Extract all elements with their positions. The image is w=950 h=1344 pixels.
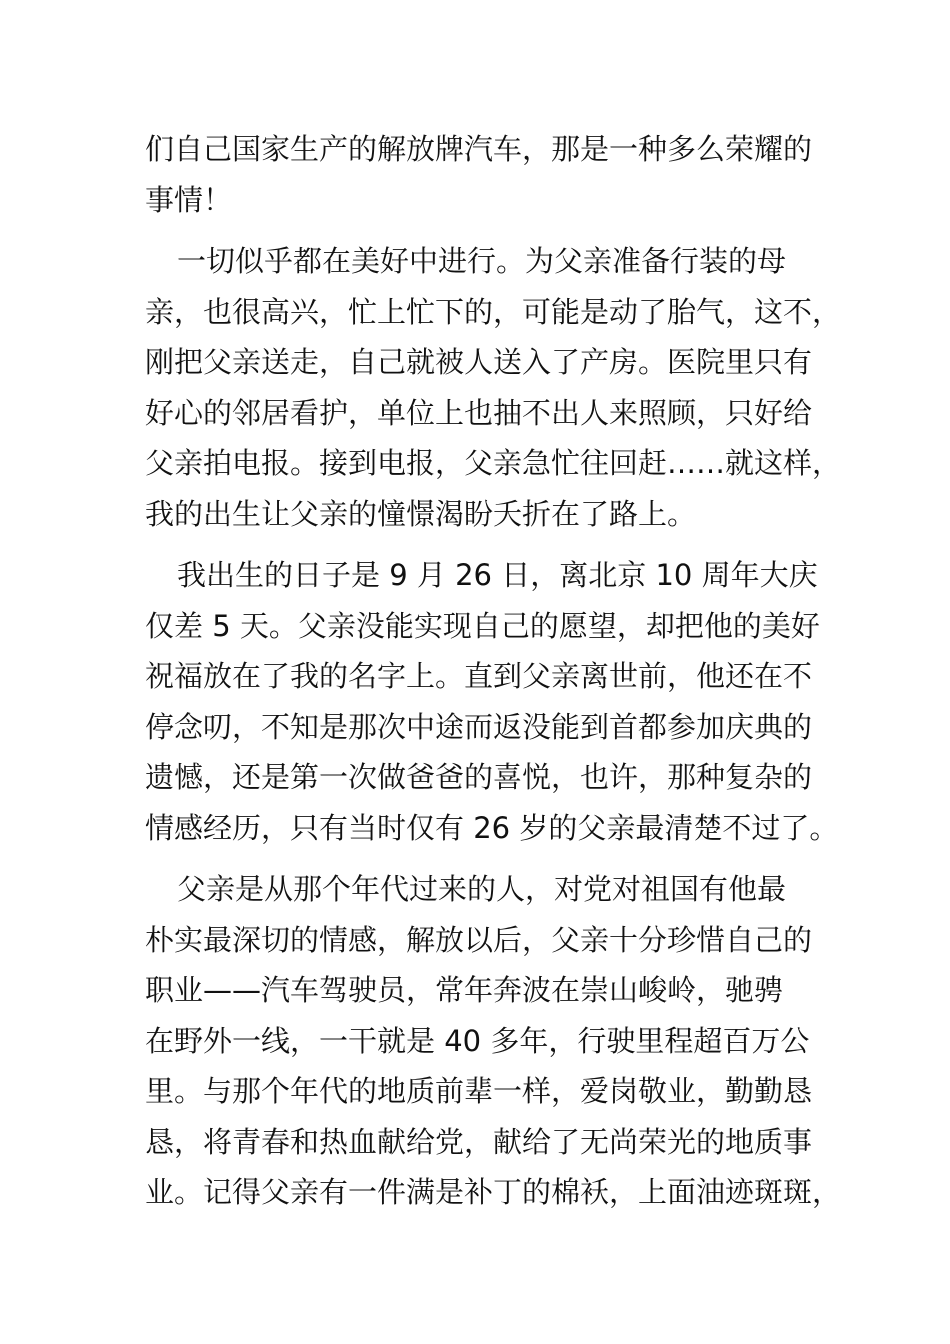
text-line: 亲，也很高兴，忙上忙下的，可能是动了胎气，这不， <box>145 294 842 329</box>
text-line: 刚把父亲送走，自己就被人送入了产房。医院里只有 <box>145 345 813 379</box>
paragraph-1 <box>145 124 825 225</box>
text-line: 父亲拍电报。接到电报，父亲急忙往回赶……就这样， <box>145 446 842 480</box>
text-line: 业。记得父亲有一件满是补丁的棉袄，上面油迹斑斑， <box>145 1175 842 1209</box>
paragraph-4 <box>145 864 842 1218</box>
text-line: 情感经历，只有当时仅有 26 岁的父亲最清楚不过了。 <box>145 810 839 845</box>
text-line: 我的出生让父亲的憧憬渴盼夭折在了路上。 <box>145 496 697 531</box>
text-line: 恳，将青春和热血献给党，献给了无尚荣光的地质事 <box>145 1124 813 1159</box>
body-text <box>145 124 842 1229</box>
text-line: 在野外一线，一干就是 40 多年，行驶里程超百万公 <box>145 1023 810 1058</box>
text-line: 仅差 5 天。父亲没能实现自己的愿望，却把他的美好 <box>145 608 820 643</box>
text-line: 职业——汽车驾驶员，常年奔波在崇山峻岭，驰骋 <box>145 973 784 1007</box>
text-line: 父亲是从那个年代过来的人，对党对祖国有他最 <box>177 872 787 906</box>
text-line: 遗憾，还是第一次做爸爸的喜悦，也许，那种复杂的 <box>145 760 813 794</box>
text-line: 里。与那个年代的地质前辈一样，爱岗敬业，勤勤恳 <box>145 1074 813 1108</box>
text-line: 朴实最深切的情感，解放以后，父亲十分珍惜自己的 <box>145 922 813 957</box>
text-line: 们自己国家生产的解放牌汽车，那是一种多么荣耀的 <box>145 132 813 166</box>
text-line: 一切似乎都在美好中进行。为父亲准备行装的母 <box>177 244 787 278</box>
paragraph-2 <box>145 236 842 539</box>
text-line: 停念叨，不知是那次中途而返没能到首都参加庆典的 <box>145 709 813 744</box>
text-line: 我出生的日子是 9 月 26 日，离北京 10 周年大庆 <box>177 558 818 592</box>
text-line: 好心的邻居看护，单位上也抽不出人来照顾，只好给 <box>145 395 813 430</box>
text-line: 事情！ <box>145 182 233 217</box>
paragraph-3 <box>145 550 839 853</box>
text-line: 祝福放在了我的名字上。直到父亲离世前，他还在不 <box>145 659 813 693</box>
